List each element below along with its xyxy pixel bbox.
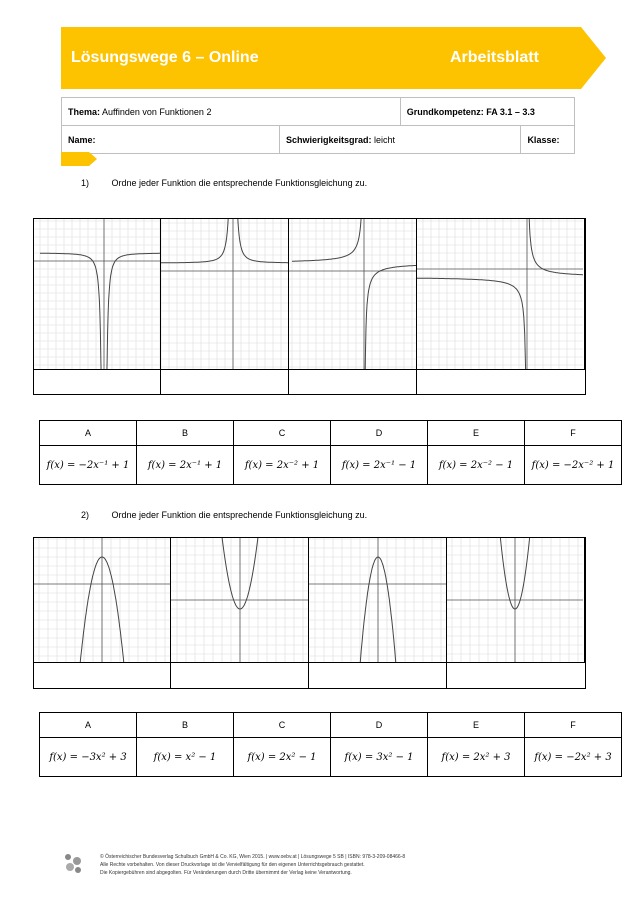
option-letter: C bbox=[234, 713, 331, 738]
option-letter: B bbox=[137, 713, 234, 738]
option-letter: B bbox=[137, 421, 234, 446]
answer-box-1-3[interactable] bbox=[289, 369, 417, 394]
graph-2-3 bbox=[309, 538, 447, 662]
graph-1-3 bbox=[289, 219, 417, 369]
option-equation: f(x) = −2x⁻¹ + 1 bbox=[40, 446, 137, 485]
difficulty-label: Schwierigkeitsgrad: bbox=[286, 134, 372, 145]
graph-1-4 bbox=[417, 219, 585, 369]
answer-box-2-4[interactable] bbox=[447, 662, 585, 688]
option-letter: D bbox=[331, 421, 428, 446]
graph-gridlines bbox=[161, 219, 289, 369]
task-2-number: 2) bbox=[81, 510, 90, 520]
document-type: Arbeitsblatt bbox=[450, 49, 539, 66]
class-cell[interactable]: Klasse: bbox=[521, 126, 575, 154]
option-letter: E bbox=[428, 713, 525, 738]
graph-2-1 bbox=[34, 538, 171, 662]
option-letter: D bbox=[331, 713, 428, 738]
option-equation: f(x) = 2x⁻¹ + 1 bbox=[137, 446, 234, 485]
task-1-equation-table bbox=[39, 420, 622, 485]
option-equation: f(x) = 2x² − 1 bbox=[234, 738, 331, 777]
option-equation: f(x) = −2x⁻² + 1 bbox=[525, 446, 622, 485]
option-equation: f(x) = −3x² + 3 bbox=[40, 738, 137, 777]
letter-row bbox=[40, 713, 622, 738]
equation-row bbox=[40, 446, 622, 485]
option-equation: f(x) = 2x⁻² + 1 bbox=[234, 446, 331, 485]
option-equation: f(x) = 2x² + 3 bbox=[428, 738, 525, 777]
function-curve bbox=[417, 278, 527, 369]
letter-row bbox=[40, 421, 622, 446]
graph-2-4 bbox=[447, 538, 585, 662]
option-equation: f(x) = x² − 1 bbox=[137, 738, 234, 777]
answer-box-2-3[interactable] bbox=[309, 662, 447, 688]
graph-gridlines bbox=[417, 219, 583, 369]
graph-1-2 bbox=[161, 219, 289, 369]
option-equation: f(x) = 3x² − 1 bbox=[331, 738, 428, 777]
graph-2-2 bbox=[171, 538, 309, 662]
difficulty-value: leicht bbox=[374, 134, 396, 145]
footer-line: © Österreichischer Bundesverlag Schulbuch GmbH & Co. KG, Wien 2015. | www.oebv.at | Lösungswege 5 SB | ISBN: 978-3-209-08466-8 bbox=[100, 854, 406, 860]
footer-line: Die Kopiergebühren sind abgegolten. Für Veränderungen durch Dritte übernimmt der Verlag keine Verantwortung. bbox=[100, 870, 352, 876]
task-1-text: Ordne jeder Funktion die entsprechende Funktionsgleichung zu. bbox=[111, 178, 368, 188]
function-curve bbox=[40, 253, 103, 369]
option-letter: C bbox=[234, 421, 331, 446]
publisher-logo-icon bbox=[62, 852, 84, 874]
competence-cell: Grundkompetenz: FA 3.1 – 3.3 bbox=[400, 98, 574, 126]
graph-gridlines bbox=[289, 219, 417, 369]
answer-box-1-1[interactable] bbox=[34, 369, 161, 394]
task-2-instruction bbox=[81, 510, 367, 520]
answer-box-2-2[interactable] bbox=[171, 662, 309, 688]
function-curve bbox=[105, 253, 161, 369]
option-equation: f(x) = 2x⁻² − 1 bbox=[428, 446, 525, 485]
footer-line: Alle Rechte vorbehalten. Von dieser Druckvorlage ist die Vervielfältigung für den eigenen Unterrichtsgebrauch gestattet. bbox=[100, 862, 365, 868]
answer-box-1-4[interactable] bbox=[417, 369, 585, 394]
option-equation: f(x) = 2x⁻¹ − 1 bbox=[331, 446, 428, 485]
function-curve bbox=[161, 219, 232, 263]
difficulty-cell bbox=[280, 126, 521, 154]
function-curve bbox=[527, 219, 583, 275]
equation-row bbox=[40, 738, 622, 777]
option-letter: F bbox=[525, 713, 622, 738]
task-1-instruction bbox=[81, 178, 367, 188]
task-2-equation-table bbox=[39, 712, 622, 777]
task-2-text: Ordne jeder Funktion die entsprechende Funktionsgleichung zu. bbox=[111, 510, 368, 520]
topic-label: Thema: bbox=[68, 106, 101, 117]
option-letter: F bbox=[525, 421, 622, 446]
answer-box-2-1[interactable] bbox=[34, 662, 171, 688]
answer-box-1-2[interactable] bbox=[161, 369, 289, 394]
option-equation: f(x) = −2x² + 3 bbox=[525, 738, 622, 777]
graph-1-1 bbox=[34, 219, 161, 369]
option-letter: A bbox=[40, 421, 137, 446]
name-cell[interactable]: Name: bbox=[62, 126, 280, 154]
option-letter: A bbox=[40, 713, 137, 738]
graph-gridlines bbox=[34, 219, 161, 369]
section-arrow-icon bbox=[61, 152, 99, 166]
task-1-graph-grid bbox=[33, 218, 586, 395]
header-banner bbox=[61, 27, 581, 87]
footer-text bbox=[100, 853, 405, 877]
topic-value: Auffinden von Funktionen 2 bbox=[102, 106, 212, 117]
option-letter: E bbox=[428, 421, 525, 446]
topic-cell bbox=[62, 98, 401, 126]
task-1-number: 1) bbox=[81, 178, 90, 188]
info-table bbox=[61, 97, 575, 154]
publication-title: Lösungswege 6 – Online bbox=[71, 49, 259, 66]
task-2-graph-grid bbox=[33, 537, 586, 689]
